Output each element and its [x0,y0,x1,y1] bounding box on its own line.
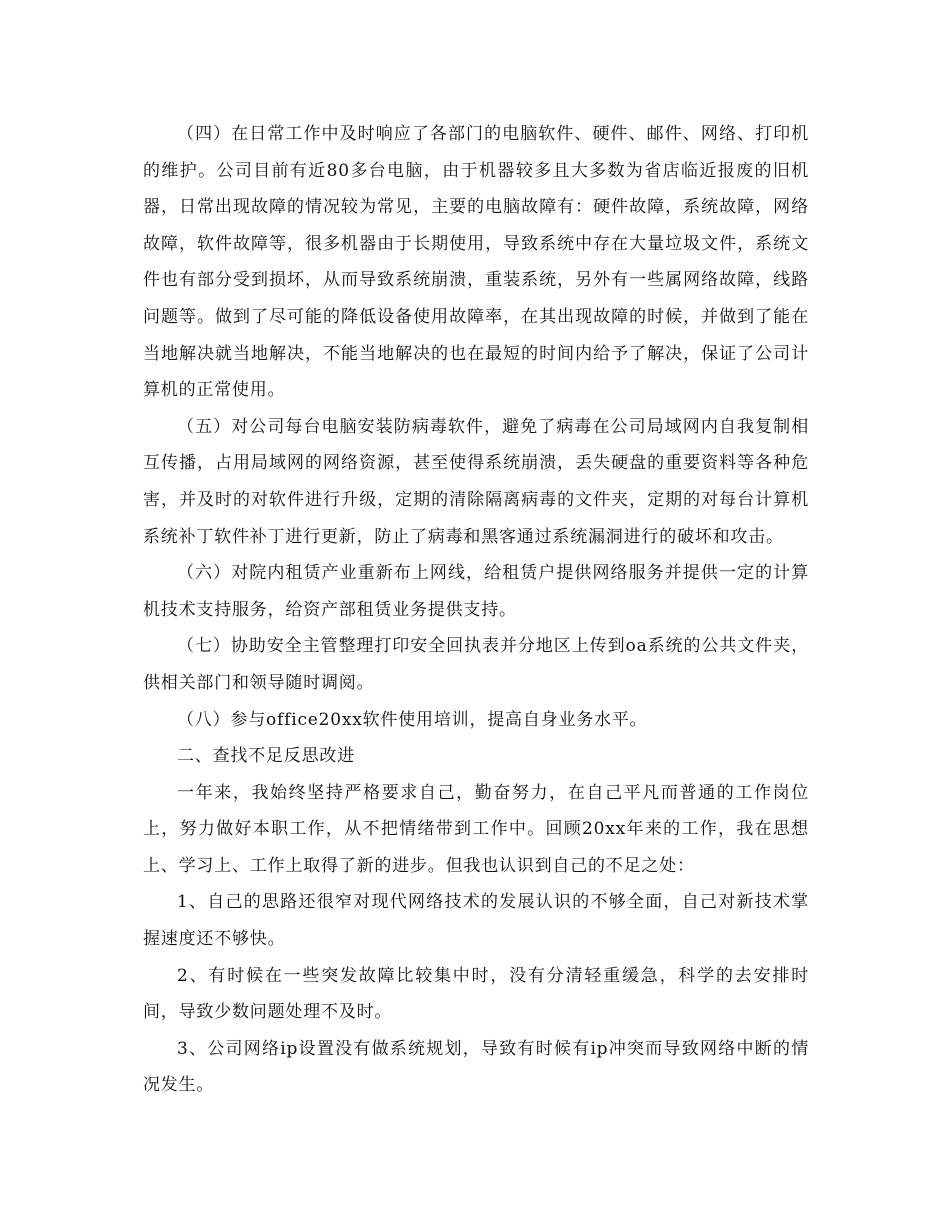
section-heading-2: 二、查找不足反思改进 [177,746,355,767]
document-body [143,116,809,1104]
paragraph-item-8: （八）参与office20xx软件使用培训，提高自身业务水平。 [177,709,648,730]
paragraph-item-4: （四）在日常工作中及时响应了各部门的电脑软件、硬件、邮件、网络、打印机的维护。公司目前有近80多台电脑，由于机器较多且大多数为省店临近报废的旧机器，日常出现故障的情况较为常见，主要的电脑故障有：硬件故障，系统故障，网络故障，软件故障等，很多机器由于长期使用，导致系统中存在大量垃圾文件，系统文件也有部分受到损坏，从而导致系统崩溃，重装系统，另外有一些属网络故障，线路问题等。做到了尽可能的降低设备使用故障率，在其出现故障的时候，并做到了能在当地解决就当地解决，不能当地解决的也在最短的时间内给予了解决，保证了公司计算机的正常使用。 [143,124,809,401]
shortcoming-item-1: 1、自己的思路还很窄对现代网络技术的发展认识的不够全面，自己对新技术掌握速度还不够快。 [143,892,809,950]
shortcoming-item-2: 2、有时候在一些突发故障比较集中时，没有分清轻重缓急，科学的去安排时间，导致少数问题处理不及时。 [143,965,809,1023]
paragraph-item-6: （六）对院内租赁产业重新布上网线，给租赁户提供网络服务并提供一定的计算机技术支持服务，给资产部租赁业务提供支持。 [143,563,809,620]
paragraph-item-5: （五）对公司每台电脑安装防病毒软件，避免了病毒在公司局域网内自我复制相互传播，占用局域网的网络资源，甚至使得系统崩溃，丢失硬盘的重要资料等各种危害，并及时的对软件进行升级，定期的清除隔离病毒的文件夹，定期的对每台计算机系统补丁软件补丁进行更新，防止了病毒和黑客通过系统漏洞进行的破坏和攻击。 [143,416,809,547]
shortcoming-item-3: 3、公司网络ip设置没有做系统规划，导致有时候有ip冲突而导致网络中断的情况发生。 [143,1038,809,1096]
paragraph-item-7: （七）协助安全主管整理打印安全回执表并分地区上传到oa系统的公共文件夹，供相关部门和领导随时调阅。 [143,636,809,693]
paragraph-summary: 一年来，我始终坚持严格要求自己，勤奋努力，在自己平凡而普通的工作岗位上，努力做好本职工作，从不把情绪带到工作中。回顾20xx年来的工作，我在思想上、学习上、工作上取得了新的进步。但我也认识到自己的不足之处： [143,782,809,876]
